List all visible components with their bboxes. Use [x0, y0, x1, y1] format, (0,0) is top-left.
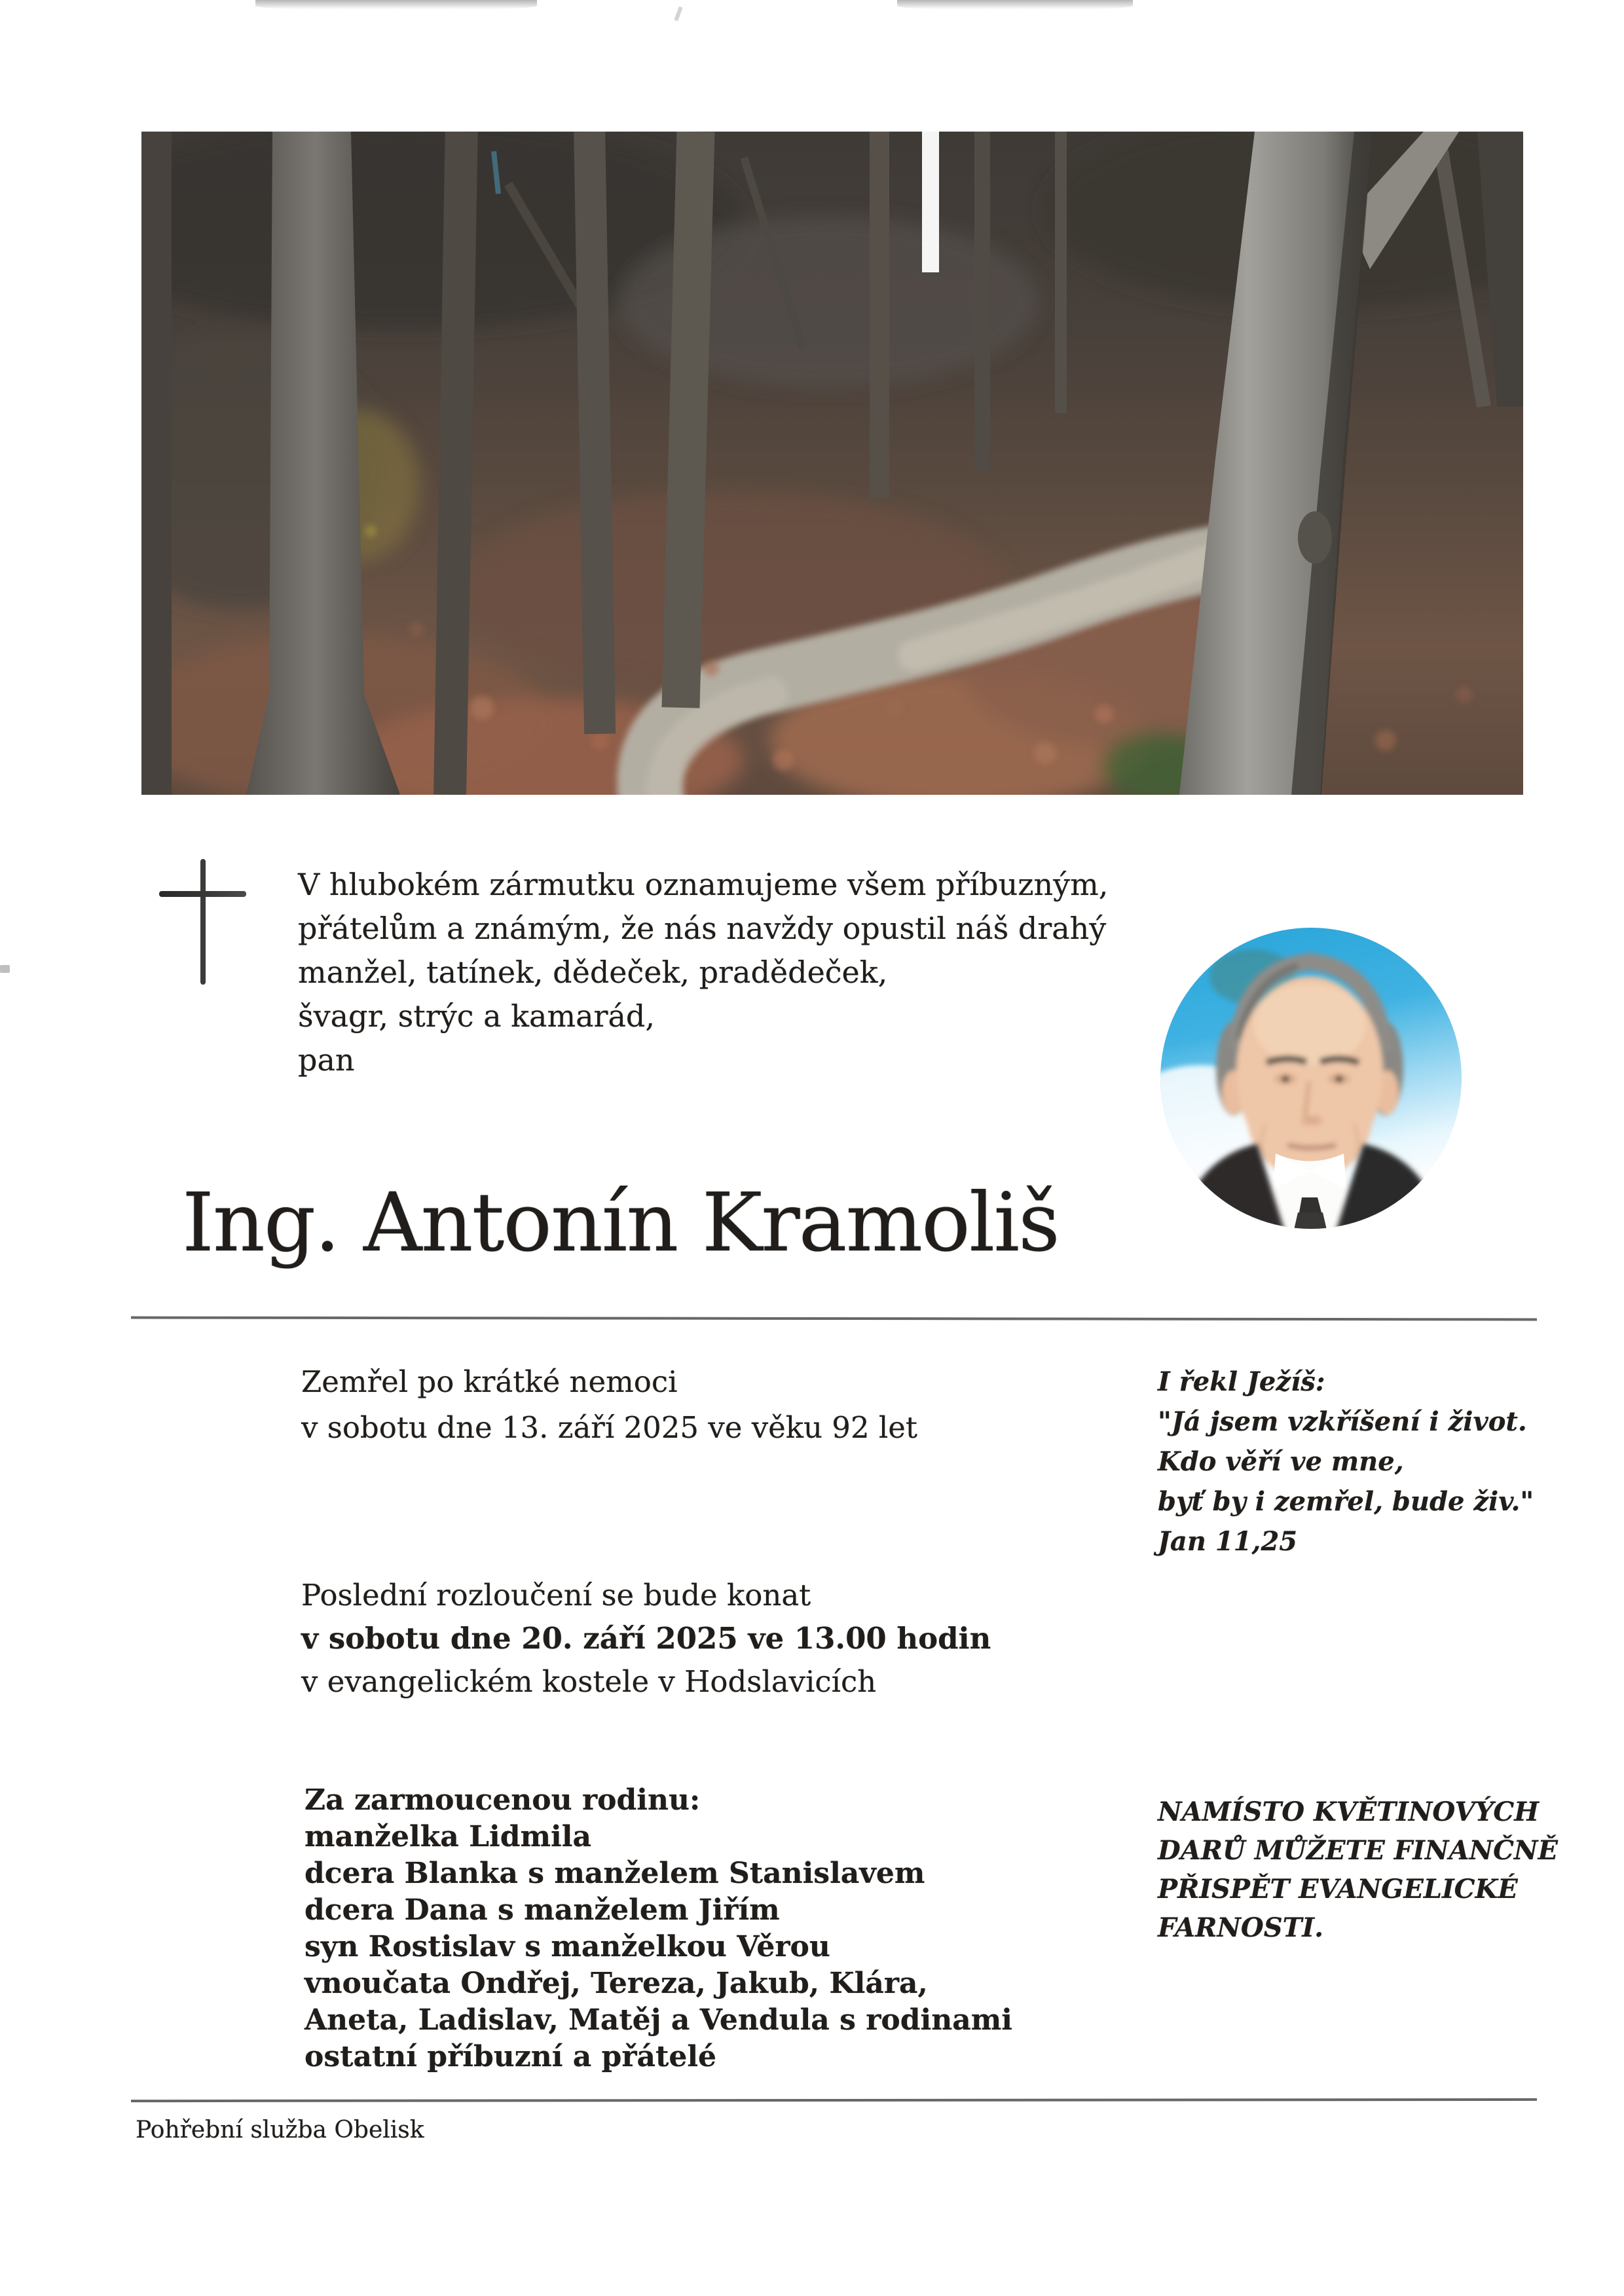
funeral-line-1: Poslední rozloučení se bude konat: [301, 1578, 811, 1613]
scripture-line-1: I řekl Ježíš:: [1158, 1366, 1325, 1397]
family-line-daughter-2: dcera Dana s manželem Jiřím: [304, 1893, 780, 1927]
forest-photo: [141, 132, 1523, 795]
scripture-quote-block: [1158, 1362, 1534, 1561]
family-line-relatives: ostatní příbuzní a přátelé: [304, 2040, 717, 2073]
announcement-line-5: pan: [298, 1042, 355, 1078]
family-line-daughter-1: dcera Blanka s manželem Stanislavem: [304, 1857, 925, 1890]
scan-artifact-smudge-right: [897, 0, 1133, 10]
scripture-line-2: "Já jsem vzkříšení i život.: [1158, 1406, 1527, 1437]
announcement-line-3: manžel, tatínek, dědeček, pradědeček,: [298, 955, 888, 990]
death-info-block: [301, 1359, 917, 1451]
scan-artifact-smudge-left: [255, 0, 537, 10]
scan-artifact-edge-dash: [0, 965, 10, 973]
announcement-block: [298, 863, 1116, 1082]
cross-icon-vertical: [200, 859, 206, 985]
donation-line-4: FARNOSTI.: [1158, 1912, 1324, 1943]
announcement-line-1: V hlubokém zármutku oznamujeme všem příbuzným,: [298, 867, 1109, 902]
divider-rule-bottom: [131, 2098, 1537, 2102]
funeral-info-block: [301, 1574, 991, 1704]
donation-line-3: PŘISPĚT EVANGELICKÉ: [1158, 1874, 1518, 1904]
family-heading: Za zarmoucenou rodinu:: [304, 1783, 701, 1817]
donation-line-1: NAMÍSTO KVĚTINOVÝCH: [1158, 1796, 1539, 1827]
donation-note-block: [1158, 1793, 1558, 1947]
scripture-line-4: byť by i zemřel, bude živ.": [1158, 1486, 1534, 1517]
family-line-son: syn Rostislav s manželkou Věrou: [304, 1930, 830, 1963]
death-info-line-2: v sobotu dne 13. září 2025 ve věku 92 let: [301, 1410, 917, 1445]
death-info-line-1: Zemřel po krátké nemoci: [301, 1364, 678, 1399]
deceased-name: Ing. Antonín Kramoliš: [182, 1176, 1059, 1270]
cross-icon-horizontal: [159, 891, 246, 897]
scripture-line-3: Kdo věří ve mne,: [1158, 1446, 1404, 1477]
family-line-grandchildren-2: Aneta, Ladislav, Matěj a Vendula s rodinami: [304, 2003, 1012, 2037]
portrait-photo: [1160, 928, 1462, 1235]
family-line-wife: manželka Lidmila: [304, 1820, 591, 1853]
family-block: [304, 1782, 1012, 2075]
family-line-grandchildren-1: vnoučata Ondřej, Tereza, Jakub, Klára,: [304, 1967, 928, 2000]
donation-line-2: DARŮ MŮŽETE FINANČNĚ: [1158, 1835, 1558, 1866]
announcement-line-2: přátelům a známým, že nás navždy opustil náš drahý: [298, 911, 1107, 946]
funeral-location: v evangelickém kostele v Hodslavicích: [301, 1664, 877, 1699]
scan-artifact-speck: [674, 7, 682, 22]
funeral-date-time: v sobotu dne 20. září 2025 ve 13.00 hodin: [301, 1621, 991, 1656]
announcement-line-4: švagr, strýc a kamarád,: [298, 998, 655, 1034]
scripture-reference: Jan 11,25: [1158, 1526, 1298, 1557]
divider-rule-top: [131, 1317, 1537, 1321]
funeral-service-footer: Pohřební služba Obelisk: [136, 2117, 424, 2143]
